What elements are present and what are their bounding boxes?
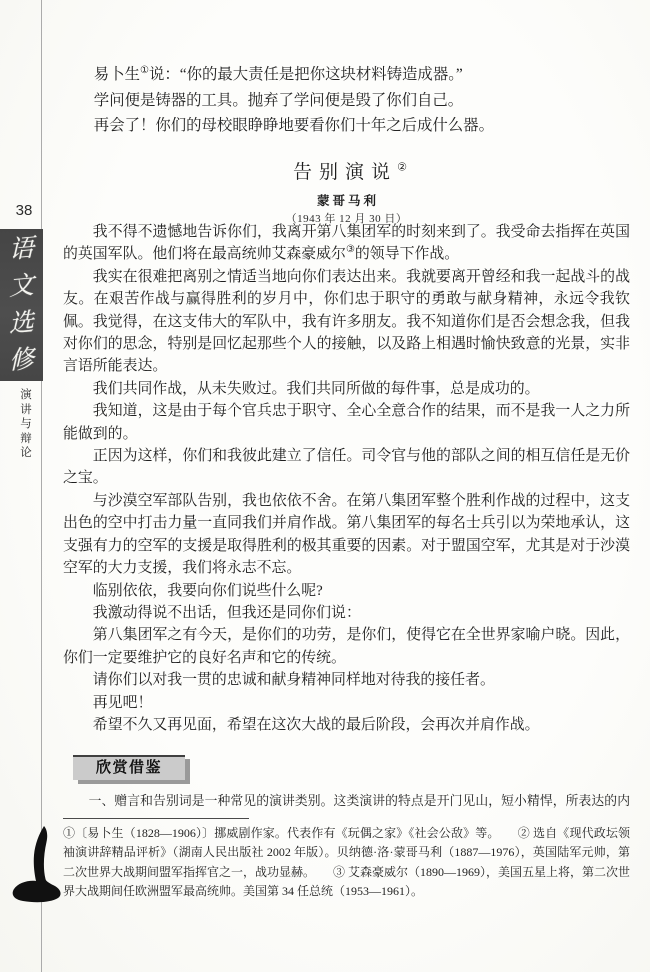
speech-paragraph: 与沙漠空军部队告别，我也依依不舍。在第八集团军整个胜利作战的过程中，这支出色的空中打击力量一直同我们并肩作战。第八集团军的每名士兵引以为荣地承认，这支强有力的空军的支援是取得胜利的极其重要的因素。对于盟国空军，尤其是对于沙漠空军的大力支援，我们将永志不忘。 xyxy=(63,492,630,577)
speech-paragraph: 我知道，这是由于每个官兵忠于职守、全心全意合作的结果，而不是我一人之力所能做到的。 xyxy=(63,403,630,442)
opening-quote-line: 学问便是铸器的工具。抛弃了学问便是毁了你们自己。 xyxy=(93,91,464,109)
series-title-box xyxy=(0,229,43,381)
speech-paragraph: 请你们以对我一贯的忠诚和献身精神同样地对待我的接任者。 xyxy=(92,672,495,689)
page-number: 38 xyxy=(15,202,33,219)
speech-paragraph: 我激动得说不出话，但我还是同你们说： xyxy=(92,604,361,621)
speech-paragraph: 第八集团军之有今天，是你们的功劳，是你们，使得它在全世界家喻户晓。因此，你们一定要维护它的良好名声和它的传统。 xyxy=(63,627,630,666)
subseries-label-char: 演 xyxy=(20,389,32,401)
footnote-ref: ③ xyxy=(345,244,355,256)
speech-paragraph: 我实在很难把离别之情适当地向你们表达出来。我就要离开曾经和我一起战斗的战友。在艰苦作战与赢得胜利的岁月中，你们忠于职守的勇敢与献身精神，永远令我钦佩。我觉得，在这支伟大的军队中，我有许多朋友。我不知道你们是否会想念我，但我对你们的思念，特别是回忆起那些个人的接触，以及路上相遇时愉快致意的光景，实非言语所能表达。 xyxy=(63,268,630,375)
speech-paragraph: 我不得不遗憾地告诉你们，我离开第八集团军的时刻来到了。我受命去指挥在英国的英国军队。他们将在最高统帅艾森豪威尔③的领导下作战。 xyxy=(63,224,630,263)
footnote-separator xyxy=(63,818,249,819)
subseries-label-char: 辩 xyxy=(20,432,32,445)
speech-paragraph: 再见吧！ xyxy=(92,694,153,711)
footnote-ref: ① xyxy=(139,64,149,76)
series-title-char: 语 xyxy=(8,234,35,265)
speech-paragraph: 临别依依，我要向你们说些什么呢? xyxy=(92,582,323,599)
subseries-label xyxy=(19,388,33,461)
subseries-label-char: 论 xyxy=(20,447,32,459)
opening-quote xyxy=(63,62,630,139)
section-header-banner xyxy=(73,755,185,780)
title-footnote-ref: ② xyxy=(397,161,407,174)
speech-body xyxy=(63,221,630,736)
series-title-char: 修 xyxy=(8,345,35,376)
subseries-label-char: 与 xyxy=(20,418,32,430)
title-block xyxy=(63,157,630,226)
speech-title-text: 告别演说 xyxy=(293,162,398,183)
ink-brush-mark-icon xyxy=(10,825,66,905)
series-title-char: 文 xyxy=(8,271,35,302)
speech-author: 蒙哥马利 xyxy=(316,194,379,208)
opening-quote-line: 易卜生①说：“你的最大责任是把你这块材料铸造成器。” xyxy=(93,64,463,83)
speech-paragraph: 正因为这样，你们和我彼此建立了信任。司令官与他的部队之间的相互信任是无价之宝。 xyxy=(63,448,630,487)
footnotes-block: ①〔易卜生（1828—1906）〕挪威剧作家。代表作有《玩偶之家》《社会公敌》等。 ② 选自《现代政坛领袖演讲辞精品评析》（湖南人民出版社 2002 年版）。贝纳德·洛·蒙哥马利（1887—1976），英国陆军元帅，第二次世界大战期间盟军指挥官之一，战功显赫。 ③ 艾森豪威尔（1890—1969），美国五星上将，第二次世界大战期间任欧洲盟军最高统帅。美国第 34 任总统（1953—1961）。 xyxy=(63,826,631,899)
series-title-char: 选 xyxy=(8,308,35,339)
subseries-label-char: 讲 xyxy=(20,403,32,416)
text-column xyxy=(63,0,630,972)
section-text: 一、赠言和告别词是一种常见的演讲类别。这类演讲的特点是开门见山，短小精悍，所表达的内 xyxy=(88,794,630,808)
speech-title xyxy=(63,157,630,184)
speech-paragraph: 我们共同作战，从未失败过。我们共同所做的每件事，总是成功的。 xyxy=(92,380,540,397)
speech-paragraph: 希望不久又再见面，希望在这次大战的最后阶段，会再次并肩作战。 xyxy=(92,716,540,733)
speech-date: （1943 年 12 月 30 日） xyxy=(285,213,408,225)
section-header-label: 欣赏借鉴 xyxy=(95,759,162,776)
opening-quote-line: 再会了！你们的母校眼睁睁地要看你们十年之后成什么器。 xyxy=(93,117,494,134)
